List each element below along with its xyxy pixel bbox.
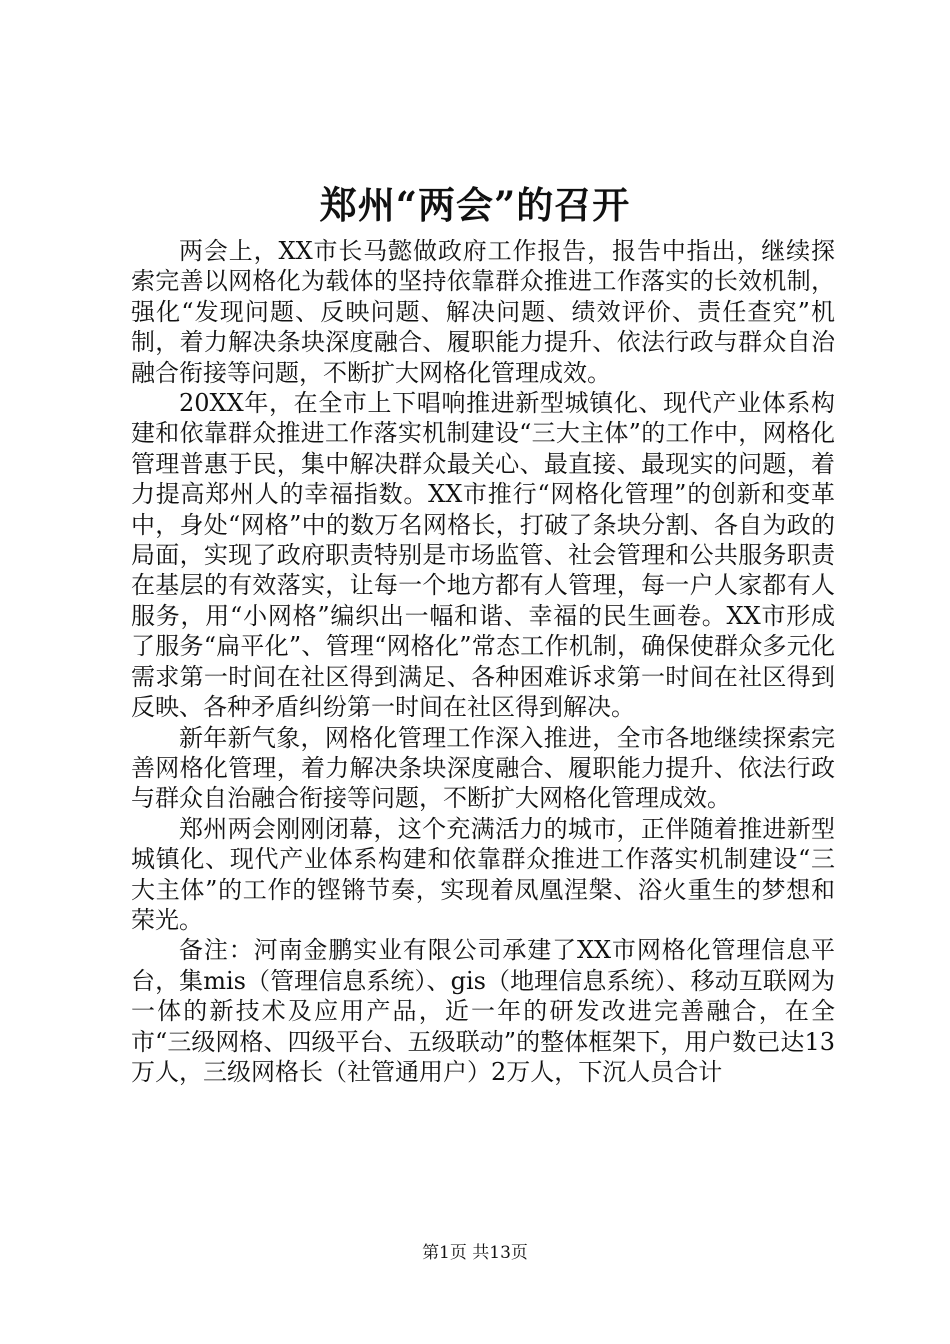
paragraph-5-note: 备注：河南金鹏实业有限公司承建了XX市网格化管理信息平台，集mis（管理信息系统）、gis（地理信息系统）、移动互联网为一体的新技术及应用产品，近一年的研发改进完善融合，在全市“三级网格、四级平台、五级联动”的整体框架下，用户数已达13万人，三级网格长（社管通用户）2万人，下沉人员合计: [131, 936, 835, 1086]
paragraph-2: 20XX年，在全市上下唱响推进新型城镇化、现代产业体系构建和依靠群众推进工作落实机制建设“三大主体”的工作中，网格化管理普惠于民，集中解决群众最关心、最直接、最现实的问题，着力提高郑州人的幸福指数。XX市推行“网格化管理”的创新和变革中，身处“网格”中的数万名网格长，打破了条块分割、各自为政的局面，实现了政府职责特别是市场监管、社会管理和公共服务职责在基层的有效落实，让每一个地方都有人管理，每一户人家都有人服务，用“小网格”编织出一幅和谐、幸福的民生画卷。XX市形成了服务“扁平化”、管理“网格化”常态工作机制，确保使群众多元化需求第一时间在社区得到满足、各种困难诉求第一时间在社区得到反映、各种矛盾纠纷第一时间在社区得到解决。: [131, 389, 835, 722]
document-body: [131, 236, 835, 1087]
document-title: 郑州“两会”的召开: [319, 183, 631, 227]
paragraph-4: 郑州两会刚刚闭幕，这个充满活力的城市，正伴随着推进新型城镇化、现代产业体系构建和依靠群众推进工作落实机制建设“三大主体”的工作的铿锵节奏，实现着凤凰涅槃、浴火重生的梦想和荣光。: [131, 814, 835, 934]
paragraph-1: 两会上，XX市长马懿做政府工作报告，报告中指出，继续探索完善以网格化为载体的坚持依靠群众推进工作落实的长效机制，强化“发现问题、反映问题、解决问题、绩效评价、责任查究”机制，着力解决条块深度融合、履职能力提升、依法行政与群众自治融合衔接等问题，不断扩大网格化管理成效。: [131, 237, 835, 387]
page-number-footer: 第1页 共13页: [422, 1243, 528, 1263]
paragraph-3: 新年新气象，网格化管理工作深入推进，全市各地继续探索完善网格化管理，着力解决条块深度融合、履职能力提升、依法行政与群众自治融合衔接等问题，不断扩大网格化管理成效。: [131, 723, 835, 813]
